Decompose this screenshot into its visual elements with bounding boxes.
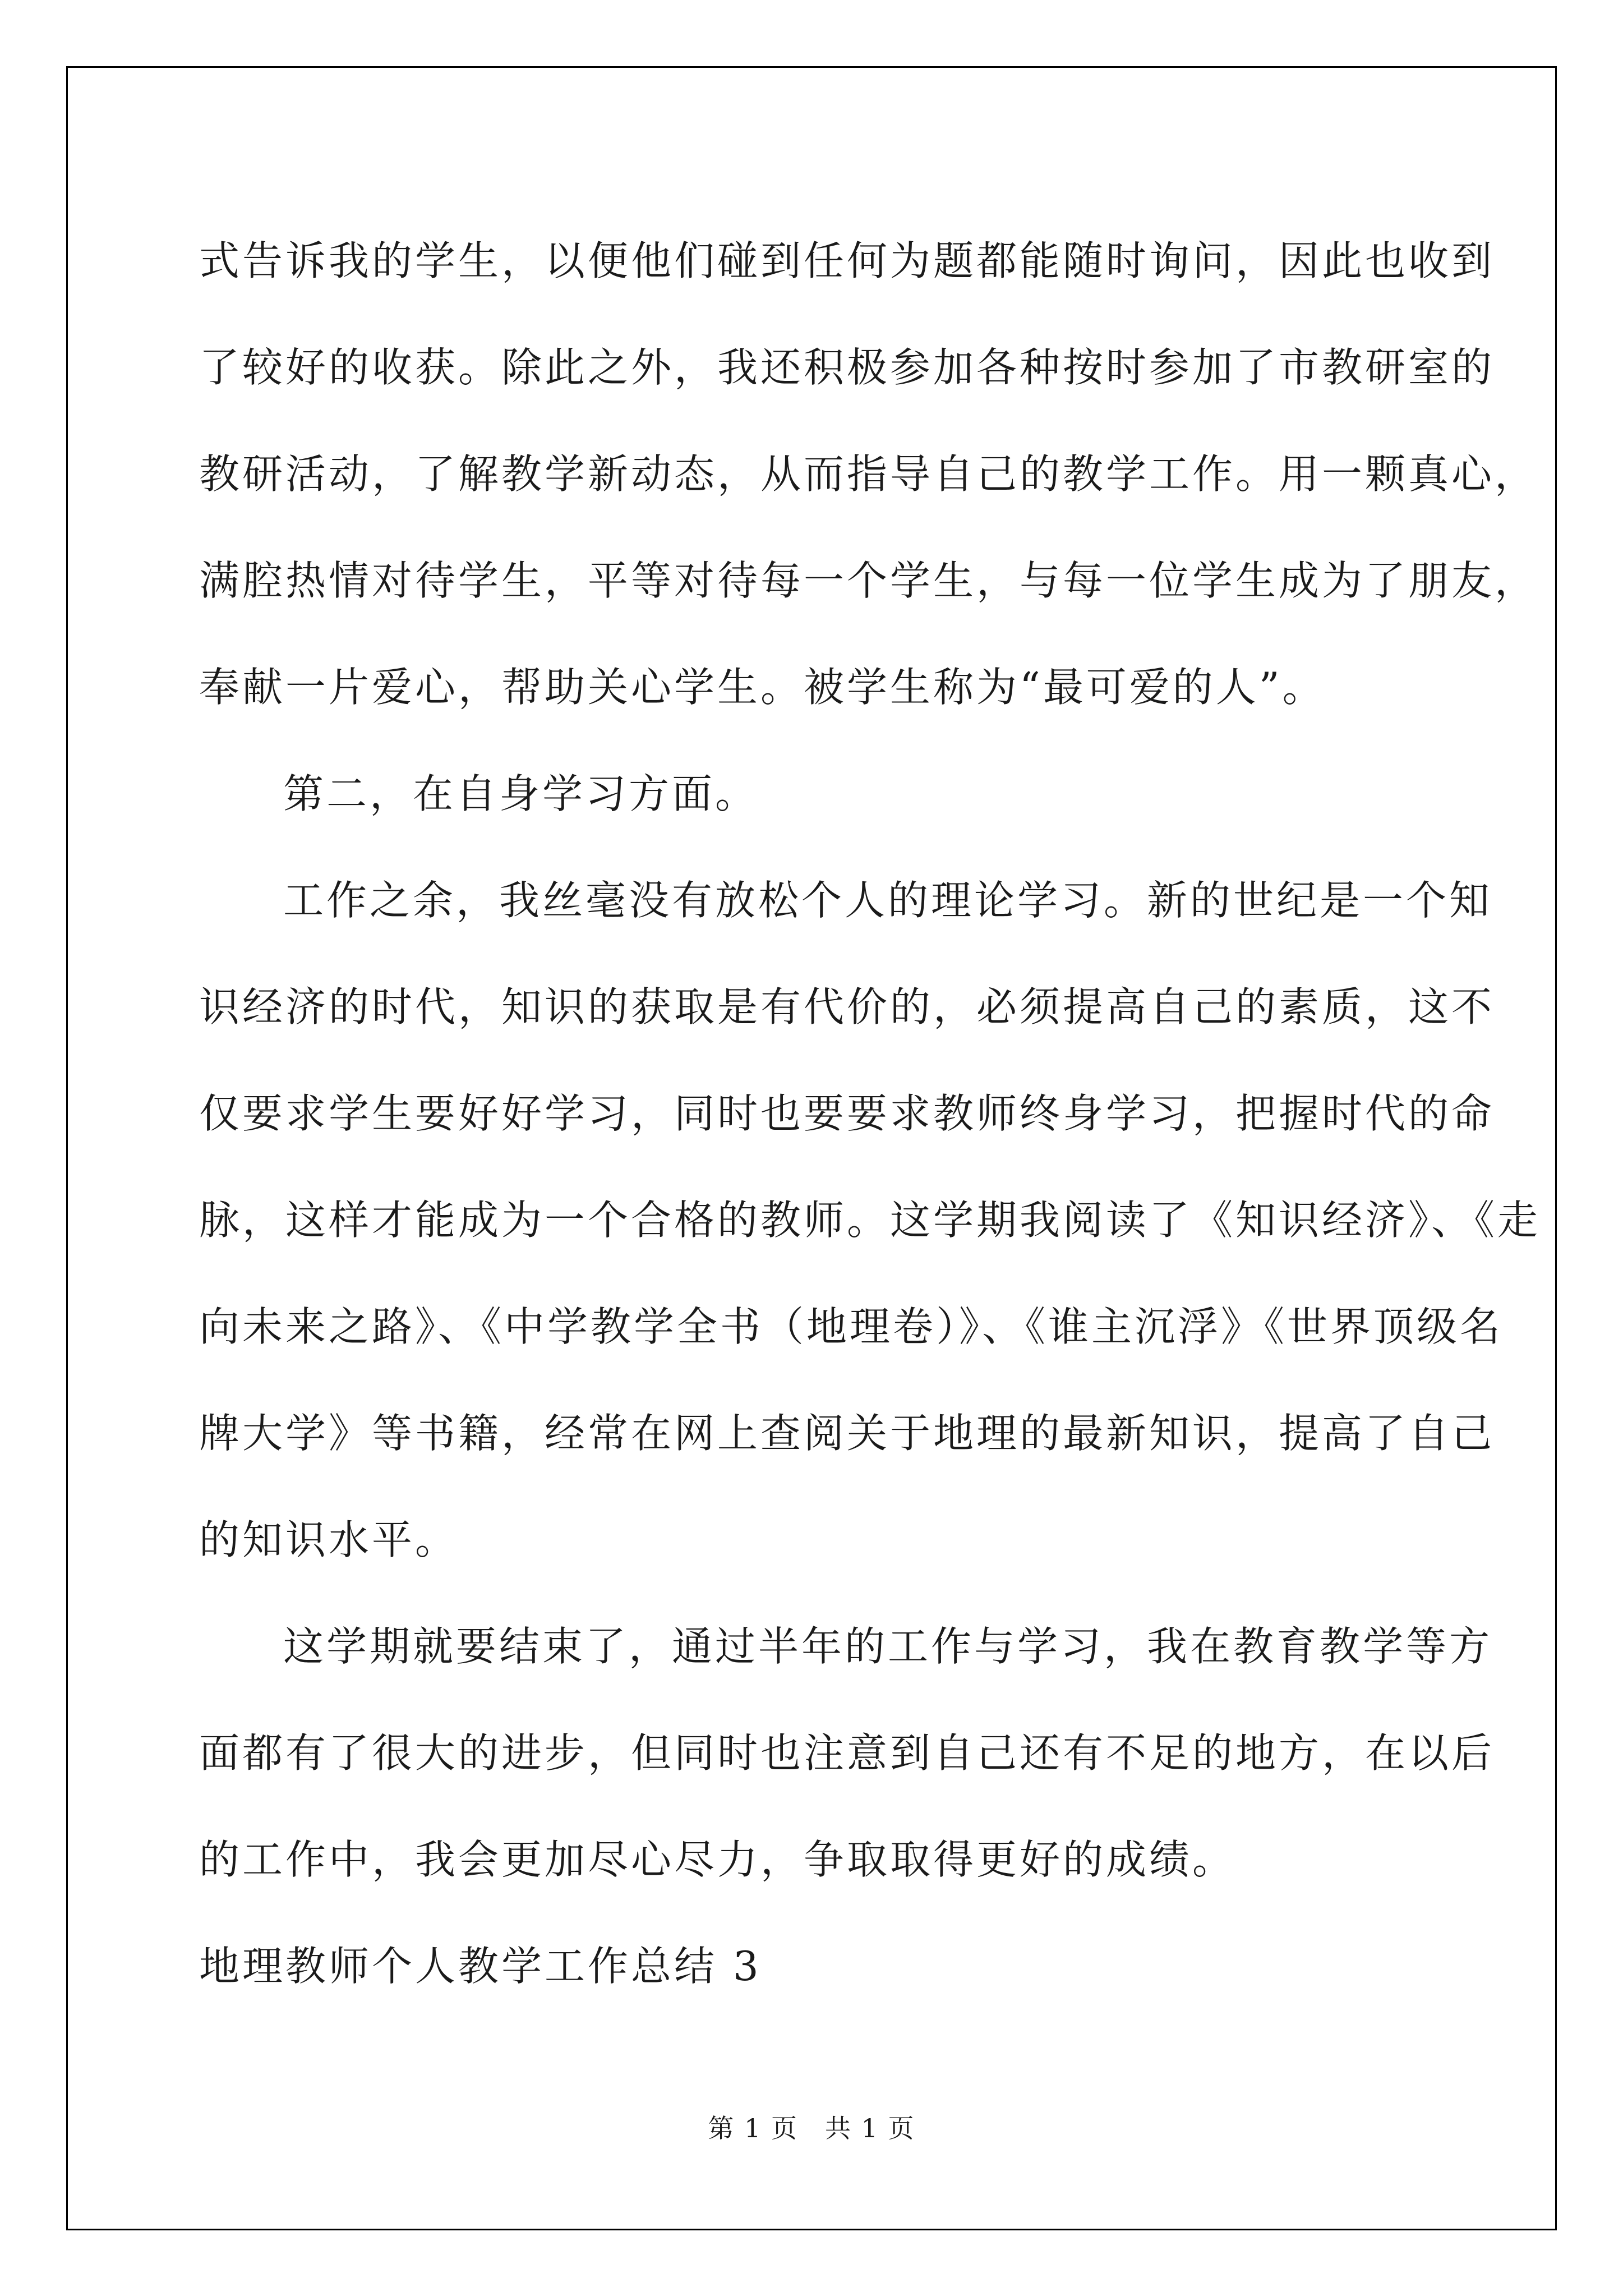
text-line: 了较好的收获。除此之外，我还积极参加各种按时参加了市教研室的 bbox=[199, 344, 1495, 391]
paragraph-3 bbox=[199, 847, 1541, 1593]
text-line: 工作之余，我丝毫没有放松个人的理论学习。新的世纪是一个知 bbox=[283, 877, 1493, 924]
text-line: 满腔热情对待学生，平等对待每一个学生，与每一位学生成为了朋友， bbox=[199, 557, 1538, 604]
text-line: 式告诉我的学生，以便他们碰到任何为题都能随时询问，因此也收到 bbox=[199, 237, 1495, 284]
text-line: 面都有了很大的进步，但同时也注意到自己还有不足的地方，在以后 bbox=[199, 1729, 1495, 1777]
text-line: 奉献一片爱心，帮助关心学生。被学生称为“最可爱的人”。 bbox=[199, 664, 1326, 711]
text-line: 仅要求学生要好好学习，同时也要要求教师终身学习，把握时代的命 bbox=[199, 1090, 1495, 1137]
text-line: 牌大学》等书籍，经常在网上查阅关于地理的最新知识，提高了自己 bbox=[199, 1410, 1495, 1457]
text-line: 脉，这样才能成为一个合格的教师。这学期我阅读了《知识经济》、《走 bbox=[199, 1197, 1541, 1244]
text-line: 的工作中，我会更加尽心尽力，争取取得更好的成绩。 bbox=[199, 1836, 1236, 1883]
text-line: 这学期就要结束了，通过半年的工作与学习，我在教育教学等方 bbox=[283, 1623, 1493, 1670]
text-line: 的知识水平。 bbox=[199, 1516, 459, 1563]
text-line: 向未来之路》、《中学教学全书（地理卷）》、《谁主沉浮》《世界顶级名 bbox=[199, 1303, 1504, 1350]
paragraph-1 bbox=[199, 208, 1538, 740]
text-line: 教研活动，了解教学新动态，从而指导自己的教学工作。用一颗真心， bbox=[199, 450, 1538, 498]
page-footer: 第 1 页 共 1 页 bbox=[708, 2113, 915, 2143]
text-line: 第二，在自身学习方面。 bbox=[283, 770, 759, 817]
paragraph-4 bbox=[199, 1593, 1495, 1913]
document-body bbox=[199, 208, 1541, 2019]
section-heading: 地理教师个人教学工作总结 3 bbox=[199, 1943, 762, 1990]
text-line: 识经济的时代，知识的获取是有代价的，必须提高自己的素质，这不 bbox=[199, 983, 1495, 1030]
paragraph-2 bbox=[199, 740, 1461, 847]
